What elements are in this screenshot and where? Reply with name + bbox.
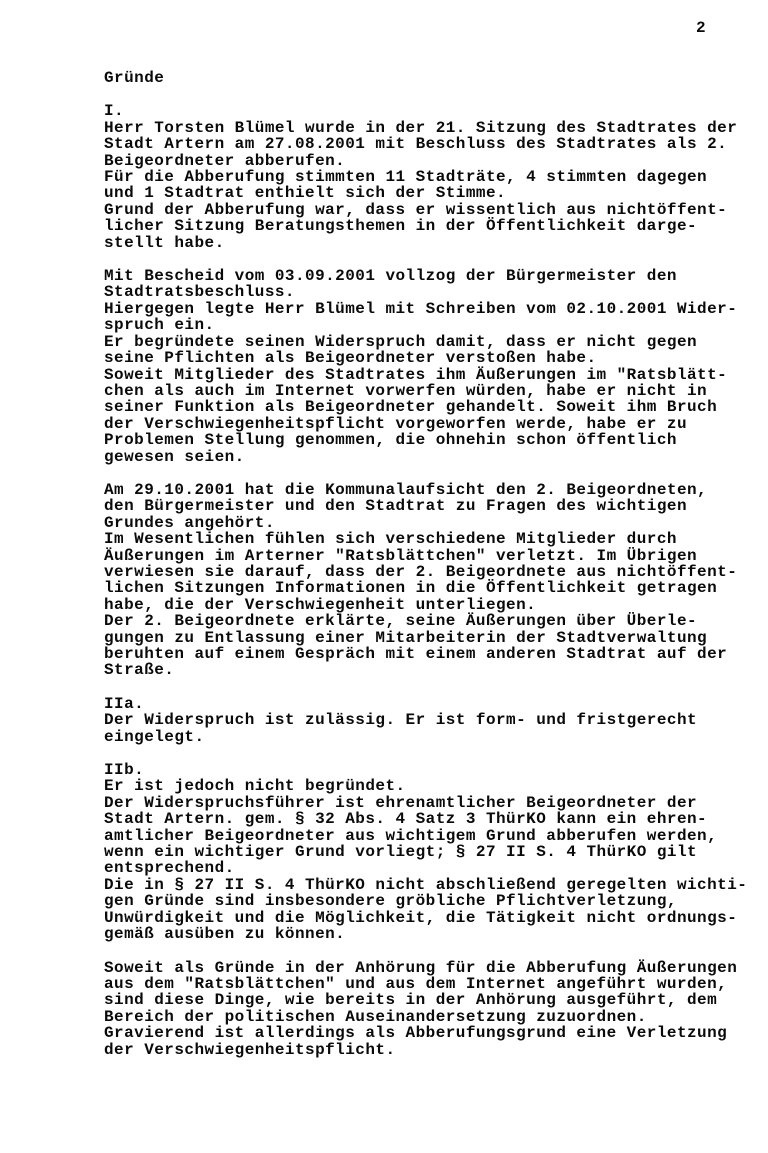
text-line: Er begründete seinen Widerspruch damit, dass er nicht gegen xyxy=(104,332,698,351)
paragraph-container xyxy=(104,103,752,1058)
text-line: amtlicher Beigeordneter aus wichtigem Grund abberufen werden, xyxy=(104,826,718,845)
text-line: IIa. xyxy=(104,694,145,713)
text-line: gen Gründe sind insbesondere gröbliche Pflichtverletzung, xyxy=(104,892,677,911)
text-line: Mit Bescheid vom 03.09.2001 vollzog der Bürgermeister den xyxy=(104,267,677,286)
text-line: I. xyxy=(104,102,125,121)
paragraph xyxy=(104,103,752,251)
document-heading: Gründe xyxy=(104,69,165,87)
text-line: Stadt Artern. gem. § 32 Abs. 4 Satz 3 ThürKO kann ein ehren- xyxy=(104,810,708,829)
document-body xyxy=(104,70,752,1058)
text-line: Hiergegen legte Herr Blümel mit Schreiben vom 02.10.2001 Wider- xyxy=(104,299,738,318)
text-line: Im Wesentlichen fühlen sich verschiedene Mitglieder durch xyxy=(104,530,677,549)
text-line: Unwürdigkeit und die Möglichkeit, die Tätigkeit nicht ordnungs- xyxy=(104,908,738,927)
text-line: Soweit als Gründe in der Anhörung für die Abberufung Äußerungen xyxy=(104,958,738,977)
text-line: der Verschwiegenheitspflicht vorgeworfen werde, habe er zu xyxy=(104,414,687,433)
text-line: Stadt Artern am 27.08.2001 mit Beschluss des Stadtrates als 2. xyxy=(104,135,728,154)
text-line: Grundes angehört. xyxy=(104,513,275,532)
text-line: Stadtratsbeschluss. xyxy=(104,283,295,302)
text-line: chen als auch im Internet vorwerfen würden, habe er nicht in xyxy=(104,381,708,400)
text-line: verwiesen sie darauf, dass der 2. Beigeordnete aus nichtöffent- xyxy=(104,562,738,581)
text-line: der Verschwiegenheitspflicht. xyxy=(104,1040,396,1059)
text-line: Der Widerspruch ist zulässig. Er ist form- und fristgerecht xyxy=(104,711,698,730)
text-line: licher Sitzung Beratungsthemen in der Öffentlichkeit darge- xyxy=(104,217,698,236)
text-line: Am 29.10.2001 hat die Kommunalaufsicht den 2. Beigeordneten, xyxy=(104,480,708,499)
text-line: Bereich der politischen Auseinandersetzung zuzuordnen. xyxy=(104,1007,647,1026)
text-line: gewesen seien. xyxy=(104,447,245,466)
paragraph xyxy=(104,482,752,679)
text-line: Gravierend ist allerdings als Abberufungsgrund eine Verletzung xyxy=(104,1024,728,1043)
text-line: Er ist jedoch nicht begründet. xyxy=(104,777,406,796)
text-line: lichen Sitzungen Informationen in die Öffentlichkeit getragen xyxy=(104,579,718,598)
text-line: Für die Abberufung stimmten 11 Stadträte, 4 stimmten dagegen xyxy=(104,168,708,187)
paragraph xyxy=(104,762,752,942)
text-line: Straße. xyxy=(104,661,175,680)
text-line: Die in § 27 II S. 4 ThürKO nicht abschließend geregelten wichti- xyxy=(104,875,748,894)
text-line: Soweit Mitglieder des Stadtrates ihm Äußerungen im "Ratsblätt- xyxy=(104,365,728,384)
text-line: Beigeordneter abberufen. xyxy=(104,151,346,170)
text-line: gemäß ausüben zu können. xyxy=(104,925,346,944)
text-line: seine Pflichten als Beigeordneter verstoßen habe. xyxy=(104,349,597,368)
paragraph xyxy=(104,268,752,465)
text-line: entsprechend. xyxy=(104,859,235,878)
text-line: Problemen Stellung genommen, die ohnehin schon öffentlich xyxy=(104,431,677,450)
text-line: beruhten auf einem Gespräch mit einem anderen Stadtrat auf der xyxy=(104,645,728,663)
text-line: stellt habe. xyxy=(104,233,225,252)
text-line: den Bürgermeister und den Stadtrat zu Fragen des wichtigen xyxy=(104,497,687,516)
text-line: gungen zu Entlassung einer Mitarbeiterin der Stadtverwaltung xyxy=(104,628,708,647)
text-line: aus dem "Ratsblättchen" und aus dem Internet angeführt wurden, xyxy=(104,974,728,993)
text-line: wenn ein wichtiger Grund vorliegt; § 27 II S. 4 ThürKO gilt xyxy=(104,843,698,862)
text-line: sind diese Dinge, wie bereits in der Anhörung ausgeführt, dem xyxy=(104,991,718,1010)
text-line: Der 2. Beigeordnete erklärte, seine Äußerungen über Überle- xyxy=(104,612,698,631)
text-line: Herr Torsten Blümel wurde in der 21. Sitzung des Stadtrates der xyxy=(104,118,738,137)
text-line: habe, die der Verschwiegenheit unterliegen. xyxy=(104,595,537,614)
text-line: und 1 Stadtrat enthielt sich der Stimme. xyxy=(104,184,507,203)
text-line: eingelegt. xyxy=(104,727,205,746)
text-line: IIb. xyxy=(104,761,145,780)
text-line: seiner Funktion als Beigeordneter gehandelt. Soweit ihm Bruch xyxy=(104,398,718,417)
paragraph xyxy=(104,960,752,1058)
text-line: Der Widerspruchsführer ist ehrenamtlicher Beigeordneter der xyxy=(104,793,698,812)
text-line: Äußerungen im Arterner "Ratsblättchen" verletzt. Im Übrigen xyxy=(104,546,698,565)
paragraph xyxy=(104,696,752,745)
page-number: 2 xyxy=(696,19,707,37)
text-line: Grund der Abberufung war, dass er wissentlich aus nichtöffent- xyxy=(104,200,728,219)
text-line: spruch ein. xyxy=(104,316,215,335)
